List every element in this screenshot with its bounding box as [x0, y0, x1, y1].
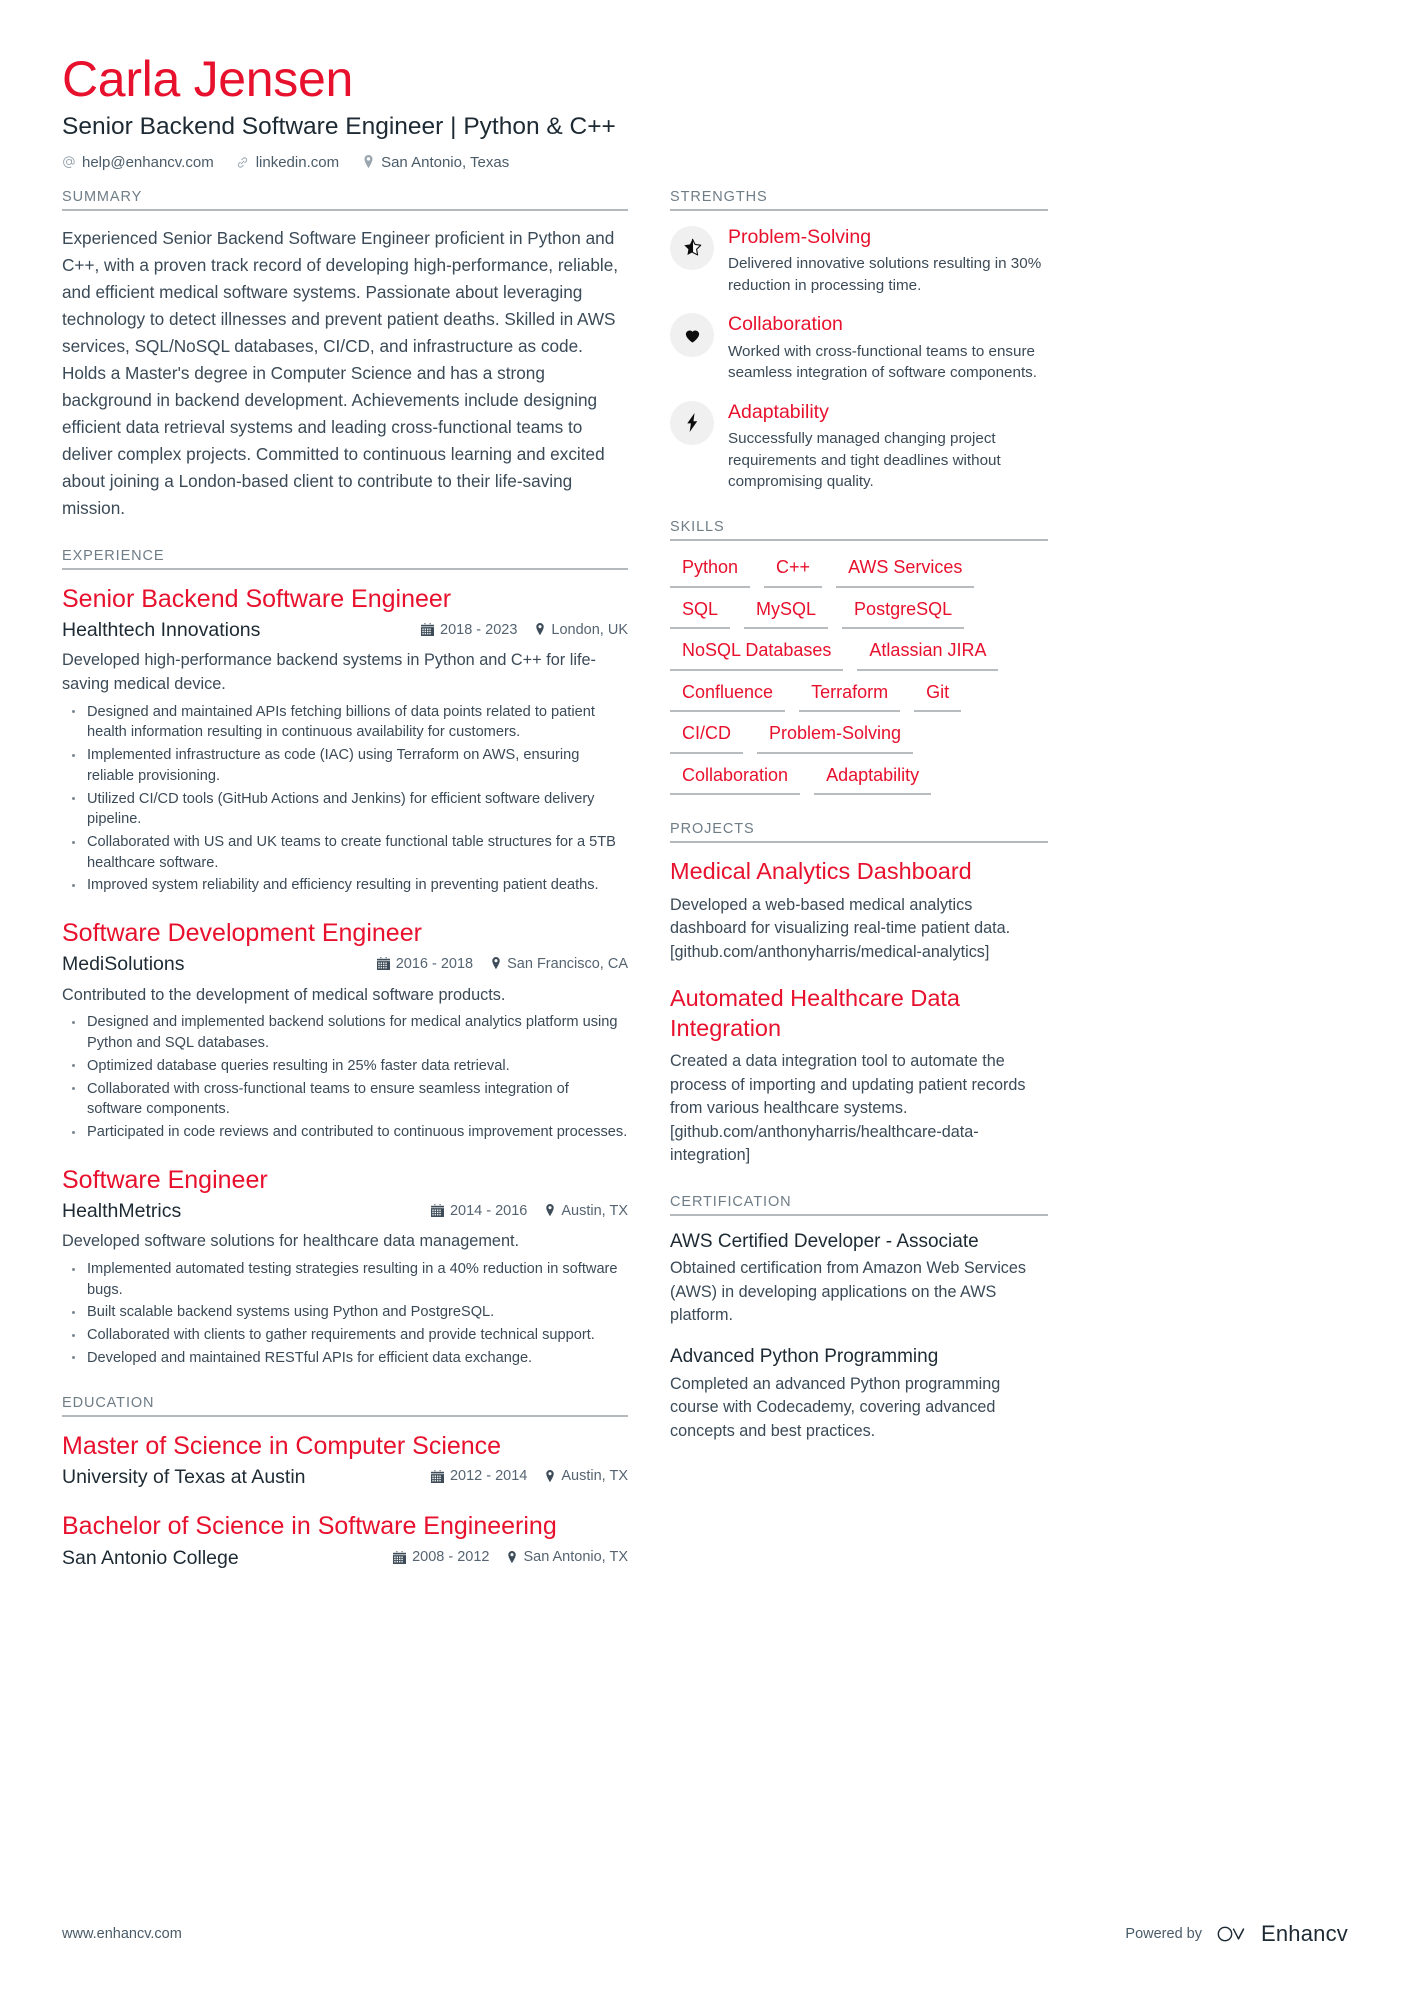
certification-item	[670, 1230, 1048, 1328]
job-dates-text: 2016 - 2018	[395, 955, 474, 972]
job-description: Developed software solutions for healthcare data management.	[62, 1232, 520, 1251]
candidate-headline: Senior Backend Software Engineer | Python & C++	[62, 113, 616, 140]
section-divider	[670, 841, 1048, 843]
job-dates	[421, 622, 517, 638]
experience-entry	[62, 1165, 628, 1369]
section-experience	[62, 548, 628, 1369]
education-entry	[62, 1431, 628, 1490]
job-bullet: Improved system reliability and efficiency resulting in preventing patient deaths.	[62, 875, 628, 896]
skills-section-title: SKILLS	[670, 519, 725, 536]
contact-linkedin[interactable]	[236, 154, 339, 171]
location-pin-icon	[361, 155, 375, 169]
section-strengths	[670, 189, 1048, 493]
summary-text: Experienced Senior Backend Software Engineer proficient in Python and C++, with a proven track record of developing high-performance, reliable, and efficient medical software systems. Passionate about leveraging technology to detect illnesses and prevent patient deaths. Skilled in AWS services, SQL/NoSQL databases, CI/CD, and infrastructure as code. Holds a Master's degree in Computer Science and has a strong background in backend development. Achievements include designing efficient data retrieval systems and leading cross-functional teams to deliver complex projects. Committed to continuous learning and excited about joining a London-based client to contribute to their life-saving mission.	[62, 227, 619, 518]
calendar-icon	[431, 1470, 444, 1483]
experience-entry	[62, 918, 628, 1143]
skill-tag: Problem-Solving	[757, 721, 913, 754]
left-column	[62, 189, 628, 1577]
education-dates	[431, 1468, 527, 1484]
certification-description: Obtained certification from Amazon Web Services (AWS) in developing applications on the AWS platform.	[670, 1259, 1026, 1325]
contact-location	[361, 154, 509, 171]
strength-body	[728, 312, 1048, 384]
education-meta-right	[431, 1468, 628, 1484]
resume-body	[62, 189, 1348, 1577]
job-bullets	[62, 1259, 628, 1369]
project-title: Automated Healthcare Data Integration	[670, 985, 960, 1041]
contact-email-text: help@enhancv.com	[82, 153, 214, 171]
skills-list	[670, 555, 1048, 795]
job-title: Software Engineer	[62, 1165, 268, 1194]
summary-section-title: SUMMARY	[62, 188, 143, 205]
strength-item	[670, 225, 1048, 297]
strength-body	[728, 400, 1048, 493]
education-location-text: Austin, TX	[561, 1468, 628, 1485]
education-meta	[62, 1547, 628, 1570]
education-meta	[62, 1466, 628, 1489]
job-location-text: Austin, TX	[561, 1202, 628, 1219]
location-pin-icon	[491, 957, 501, 970]
link-icon	[236, 156, 250, 169]
skill-tag: AWS Services	[836, 555, 974, 588]
skill-tag: Python	[670, 555, 750, 588]
education-entry	[62, 1511, 628, 1570]
section-certification	[670, 1194, 1048, 1443]
footer-website-url[interactable]: www.enhancv.com	[62, 1926, 182, 1942]
job-location-text: San Francisco, CA	[507, 955, 628, 972]
section-divider	[62, 1415, 628, 1417]
certification-section-title: CERTIFICATION	[670, 1193, 792, 1210]
job-bullet: Implemented automated testing strategies resulting in a 40% reduction in software bugs.	[62, 1259, 628, 1300]
strength-description: Delivered innovative solutions resulting in 30% reduction in processing time.	[728, 255, 1042, 294]
job-bullets	[62, 702, 628, 896]
job-bullets	[62, 1012, 628, 1142]
job-bullet: Developed and maintained RESTful APIs for efficient data exchange.	[62, 1348, 628, 1369]
skill-tag: PostgreSQL	[842, 597, 964, 630]
job-bullet: Collaborated with clients to gather requirements and provide technical support.	[62, 1325, 628, 1346]
skill-tag: MySQL	[744, 597, 828, 630]
section-divider	[62, 209, 628, 211]
skill-tag: Git	[914, 680, 961, 713]
school-name: San Antonio College	[62, 1546, 239, 1569]
skill-tag: Confluence	[670, 680, 785, 713]
education-meta-right	[393, 1549, 628, 1565]
job-location	[535, 622, 628, 638]
skill-tag: CI/CD	[670, 721, 743, 754]
enhancv-logo	[1216, 1921, 1348, 1947]
skill-tag: Collaboration	[670, 763, 800, 796]
strengths-section-title: STRENGTHS	[670, 188, 768, 205]
enhancv-mark-icon	[1216, 1923, 1252, 1945]
right-column	[670, 189, 1048, 1443]
heart-icon	[670, 313, 714, 357]
education-location-text: San Antonio, TX	[523, 1549, 628, 1566]
job-dates	[431, 1203, 527, 1219]
job-location	[491, 956, 628, 972]
degree-title: Master of Science in Computer Science	[62, 1431, 502, 1460]
strength-description: Worked with cross-functional teams to ensure seamless integration of software components.	[728, 342, 1037, 382]
strength-name: Problem-Solving	[728, 225, 872, 248]
certification-description: Completed an advanced Python programming course with Codecademy, covering advanced concepts and best practices.	[670, 1374, 1001, 1440]
education-location	[507, 1549, 628, 1565]
calendar-icon	[431, 1204, 444, 1217]
company-name: MediSolutions	[62, 953, 185, 976]
education-dates	[393, 1549, 489, 1565]
contact-location-text: San Antonio, Texas	[381, 153, 510, 171]
job-meta	[62, 619, 628, 642]
strength-item	[670, 400, 1048, 493]
experience-section-title: EXPERIENCE	[62, 547, 165, 564]
section-divider	[670, 1214, 1048, 1216]
job-bullet: Implemented infrastructure as code (IAC) using Terraform on AWS, ensuring reliable provisioning.	[62, 745, 628, 786]
at-icon	[62, 155, 76, 169]
project-description: Created a data integration tool to automate the process of importing and updating patient records from various healthcare systems. [github.com/anthonyharris/healthcare-data-integration]	[670, 1052, 1026, 1165]
job-meta-right	[431, 1203, 628, 1219]
project-item	[670, 984, 1048, 1168]
section-divider	[670, 539, 1048, 541]
certification-item	[670, 1345, 1048, 1443]
section-education	[62, 1395, 628, 1570]
job-dates	[377, 956, 473, 972]
project-description: Developed a web-based medical analytics dashboard for visualizing real-time patient data. [github.com/anthonyharris/medical-analytics]	[670, 895, 1011, 961]
contact-email[interactable]	[62, 154, 214, 171]
job-bullet: Designed and implemented backend solutions for medical analytics platform using Python and SQL databases.	[62, 1012, 628, 1053]
resume-header	[62, 50, 1348, 171]
location-pin-icon	[545, 1204, 555, 1217]
skill-tag: Adaptability	[814, 763, 931, 796]
job-bullet: Participated in code reviews and contributed to continuous improvement processes.	[62, 1122, 628, 1143]
project-item	[670, 857, 1048, 964]
location-pin-icon	[535, 623, 545, 636]
job-title: Software Development Engineer	[62, 919, 422, 948]
school-name: University of Texas at Austin	[62, 1465, 306, 1488]
company-name: HealthMetrics	[62, 1200, 182, 1223]
enhancv-wordmark: Enhancv	[1260, 1921, 1348, 1946]
project-title: Medical Analytics Dashboard	[670, 858, 972, 885]
job-meta-right	[421, 622, 628, 638]
section-summary	[62, 189, 628, 522]
job-meta-right	[377, 956, 628, 972]
job-bullet: Collaborated with cross-functional teams to ensure seamless integration of software components.	[62, 1079, 628, 1120]
job-bullet: Optimized database queries resulting in 25% faster data retrieval.	[62, 1056, 628, 1077]
strength-name: Adaptability	[728, 400, 829, 423]
footer-branding	[1125, 1921, 1348, 1947]
certification-title: Advanced Python Programming	[670, 1345, 939, 1367]
education-dates-text: 2012 - 2014	[449, 1468, 528, 1485]
strength-item	[670, 312, 1048, 384]
projects-section-title: PROJECTS	[670, 821, 755, 838]
education-location	[545, 1468, 628, 1484]
degree-title: Bachelor of Science in Software Engineering	[62, 1512, 557, 1541]
lightning-bolt-icon	[670, 401, 714, 445]
company-name: Healthtech Innovations	[62, 619, 261, 642]
skill-tag: NoSQL Databases	[670, 638, 843, 671]
section-skills	[670, 519, 1048, 795]
skill-tag: C++	[764, 555, 822, 588]
job-dates-text: 2018 - 2023	[440, 621, 518, 638]
skill-tag: SQL	[670, 597, 730, 630]
job-bullet: Utilized CI/CD tools (GitHub Actions and Jenkins) for efficient software delivery pipeline.	[62, 789, 628, 830]
education-dates-text: 2008 - 2012	[412, 1549, 490, 1566]
location-pin-icon	[507, 1551, 517, 1564]
page-footer	[62, 1921, 1348, 1947]
contact-list	[62, 154, 1348, 171]
job-location-text: London, UK	[551, 621, 628, 638]
strength-name: Collaboration	[728, 313, 843, 336]
calendar-icon	[393, 1551, 406, 1564]
star-icon	[670, 226, 714, 270]
powered-by-label: Powered by	[1125, 1926, 1202, 1942]
strength-body	[728, 225, 1048, 297]
job-description: Developed high-performance backend systems in Python and C++ for life-saving medical device.	[62, 651, 596, 694]
section-divider	[670, 209, 1048, 211]
job-description: Contributed to the development of medical software products.	[62, 985, 506, 1004]
job-meta	[62, 1200, 628, 1223]
section-divider	[62, 568, 628, 570]
strength-description: Successfully managed changing project requirements and tight deadlines without compromising quality.	[728, 430, 1001, 491]
skill-tag: Atlassian JIRA	[857, 638, 998, 671]
skill-tag: Terraform	[799, 680, 900, 713]
job-title: Senior Backend Software Engineer	[62, 584, 452, 613]
location-pin-icon	[545, 1470, 555, 1483]
job-meta	[62, 953, 628, 976]
certification-title: AWS Certified Developer - Associate	[670, 1230, 979, 1252]
section-projects	[670, 821, 1048, 1168]
job-dates-text: 2014 - 2016	[449, 1202, 528, 1219]
job-location	[545, 1203, 628, 1219]
job-bullet: Designed and maintained APIs fetching billions of data points related to patient health information resulting in continuous availability for customers.	[62, 702, 628, 743]
contact-linkedin-text: linkedin.com	[255, 153, 340, 171]
job-bullet: Collaborated with US and UK teams to create functional table structures for a 5TB healthcare software.	[62, 832, 628, 873]
candidate-name: Carla Jensen	[62, 51, 354, 107]
experience-entry	[62, 584, 628, 896]
education-section-title: EDUCATION	[62, 1394, 155, 1411]
calendar-icon	[421, 623, 434, 636]
job-bullet: Built scalable backend systems using Python and PostgreSQL.	[62, 1302, 628, 1323]
calendar-icon	[377, 957, 390, 970]
